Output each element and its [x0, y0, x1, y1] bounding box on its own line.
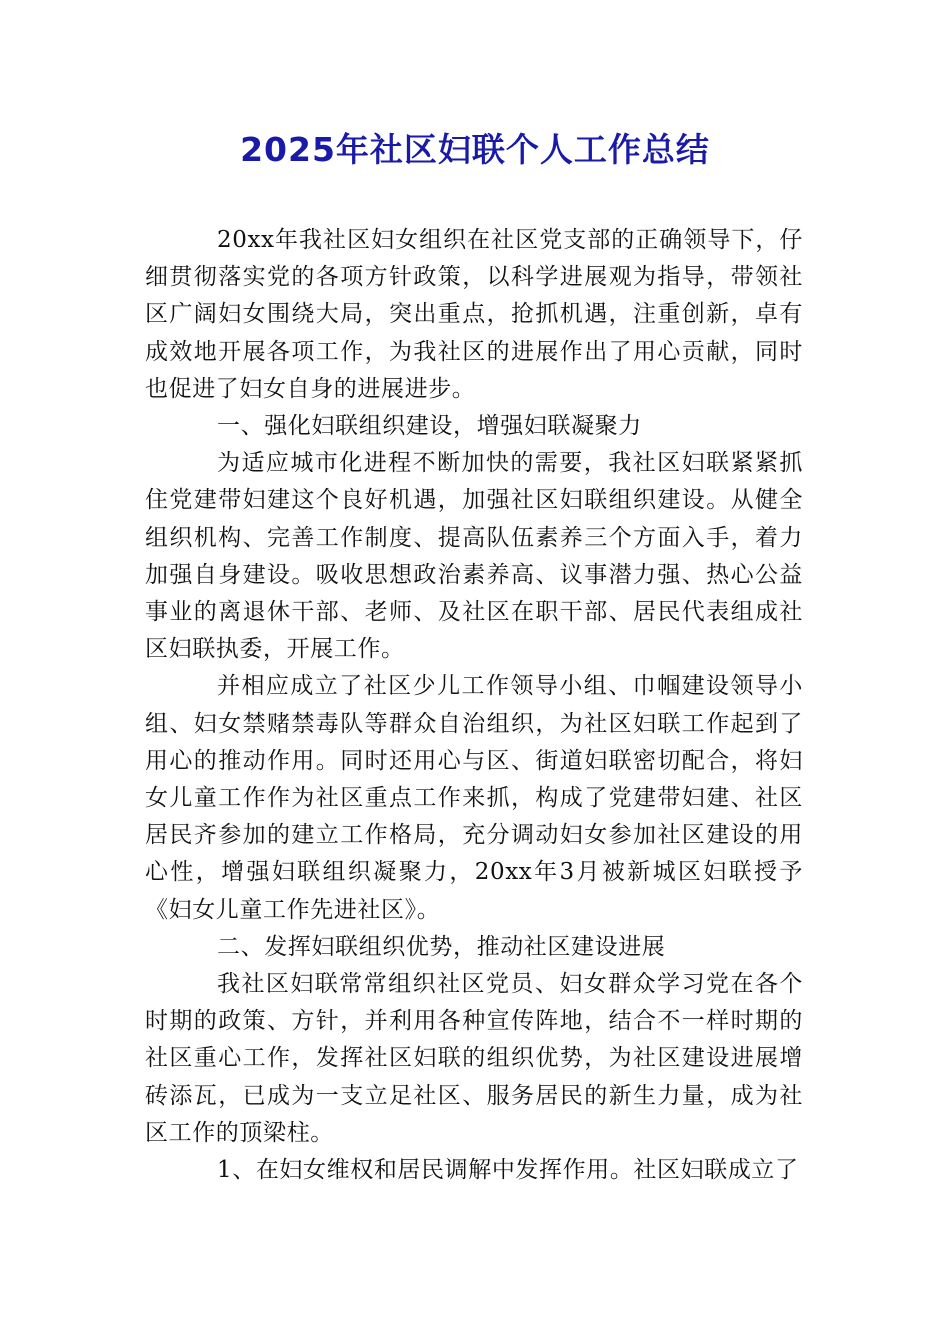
paragraph-organization: 为适应城市化进程不断加快的需要，我社区妇联紧紧抓住党建带妇建这个良好机遇，加强社区妇联组织建设。从健全组织机构、完善工作制度、提高队伍素养三个方面入手，着力加强自身建设。吸收思想政治素养高、议事潜力强、热心公益事业的离退休干部、老师、及社区在职干部、居民代表组成社区妇联执委，开展工作。 [145, 450, 803, 663]
section-heading-1: 一、强化妇联组织建设，增强妇联凝聚力 [217, 413, 642, 440]
paragraph-intro: 20xx年我社区妇女组织在社区党支部的正确领导下，仔细贯彻落实党的各项方针政策，以科学进展观为指导，带领社区广阔妇女围绕大局，突出重点，抢抓机遇，注重创新，卓有成效地开展各项工作，为我社区的进展作出了用心贡献，同时也促进了妇女自身的进展进步。 [145, 227, 803, 402]
section-heading-2: 二、发挥妇联组织优势，推动社区建设进展 [217, 933, 666, 960]
paragraph-item-1: 1、在妇女维权和居民调解中发挥作用。社区妇联成立了 [217, 1157, 799, 1184]
document-body [145, 222, 803, 1189]
paragraph-committees: 并相应成立了社区少儿工作领导小组、巾帼建设领导小组、妇女禁赌禁毒队等群众自治组织，为社区妇联工作起到了用心的推动作用。同时还用心与区、街道妇联密切配合，将妇女儿童工作作为社区重点工作来抓，构成了党建带妇建、社区居民齐参加的建立工作格局，充分调动妇女参加社区建设的用心性，增强妇联组织凝聚力，20xx年3月被新城区妇联授予《妇女儿童工作先进社区》。 [145, 673, 803, 923]
paragraph-advantages: 我社区妇联常常组织社区党员、妇女群众学习党在各个时期的政策、方针，并利用各种宣传阵地，结合不一样时期的社区重心工作，发挥社区妇联的组织优势，为社区建设进展增砖添瓦，已成为一支立足社区、服务居民的新生力量，成为社区工作的顶梁柱。 [145, 971, 803, 1146]
document-title: 2025年社区妇联个人工作总结 [240, 130, 710, 169]
